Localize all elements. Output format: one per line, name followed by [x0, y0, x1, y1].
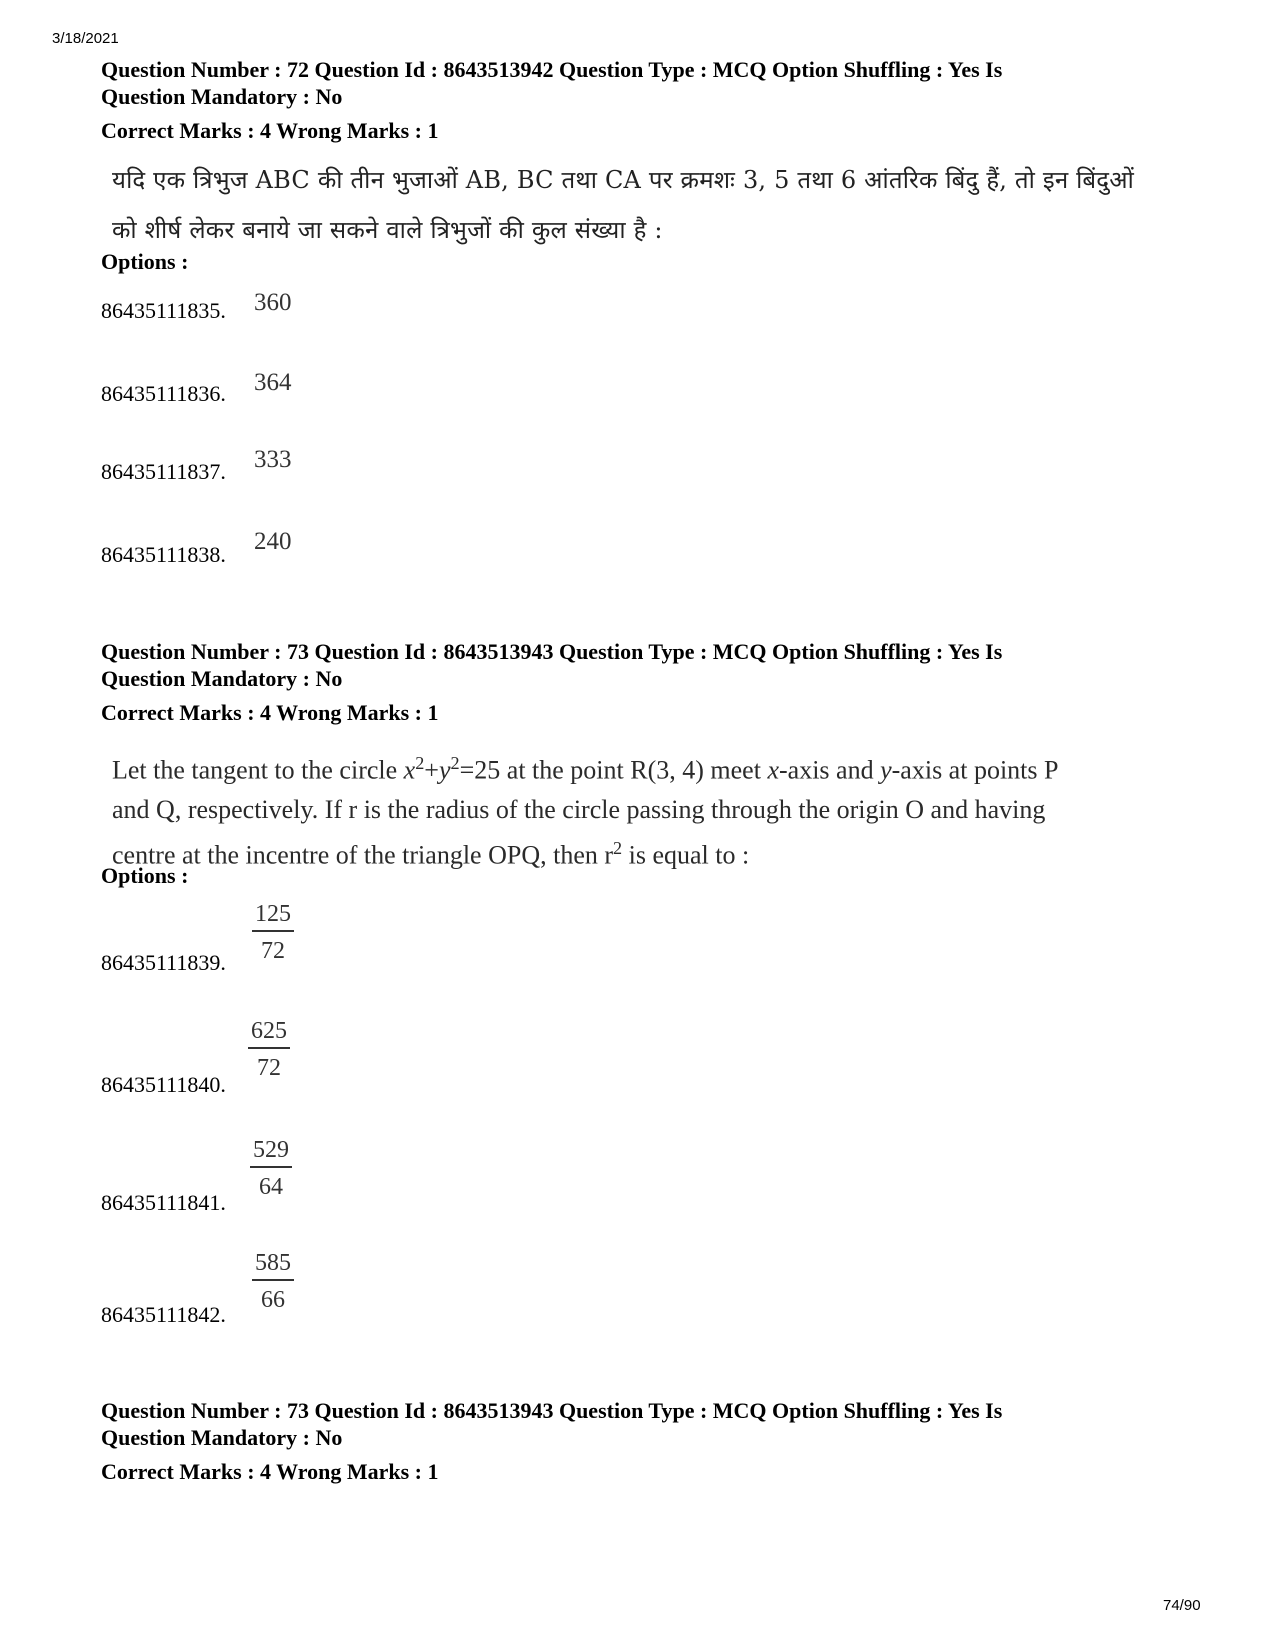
- q73-option-3-fraction: [250, 1137, 292, 1200]
- q72-text-line2: को शीर्ष लेकर बनाये जा सकने वाले त्रिभुजों की कुल संख्या है :: [112, 216, 663, 244]
- q72-meta-line2: Question Mandatory : No: [101, 84, 343, 109]
- q72-option-1-value: 360: [254, 289, 292, 316]
- q73-text-line1: Let the tangent to the circle $x^2+y^2=25$ at the point R(3, 4) meet x-axis and y-axis at points P: [112, 753, 1059, 785]
- q73-marks: Correct Marks : 4 Wrong Marks : 1: [101, 700, 439, 725]
- q73-meta-line1: Question Number : 73 Question Id : 8643513943 Question Type : MCQ Option Shuffling : Yes Is: [101, 639, 1003, 664]
- q73-option-2-denominator: 72: [257, 1055, 281, 1081]
- q73b-marks: Correct Marks : 4 Wrong Marks : 1: [101, 1459, 439, 1484]
- q73-option-4-denominator: 66: [261, 1287, 285, 1313]
- q72-option-3-id: 86435111837.: [101, 459, 226, 484]
- q72-option-3-value: 333: [254, 446, 292, 473]
- q72-option-4-id: 86435111838.: [101, 542, 226, 567]
- q72-options-label: Options :: [101, 249, 189, 274]
- q73-meta: [101, 638, 1002, 692]
- q73-text-line2: and Q, respectively. If r is the radius of the circle passing through the origin O and having: [112, 794, 1046, 824]
- q73-option-4-numerator: 585: [252, 1250, 294, 1281]
- q73-option-3-numerator: 529: [250, 1137, 292, 1168]
- q73-option-3-id: 86435111841.: [101, 1190, 226, 1215]
- q73-option-2-fraction: [248, 1018, 290, 1081]
- q73-option-1-denominator: 72: [261, 938, 285, 964]
- q73-option-1-id: 86435111839.: [101, 950, 226, 975]
- q73-option-2-id: 86435111840.: [101, 1072, 226, 1097]
- q72-meta-line1: Question Number : 72 Question Id : 8643513942 Question Type : MCQ Option Shuffling : Yes Is: [101, 57, 1003, 82]
- page-number: 74/90: [1163, 1597, 1201, 1614]
- q72-meta: [101, 56, 1002, 110]
- q72-text-line1: यदि एक त्रिभुज ABC की तीन भुजाओं AB, BC तथा CA पर क्रमशः 3, 5 तथा 6 आंतरिक बिंदु हैं, तो इन बिंदुओं: [112, 166, 1134, 194]
- q72-option-1-id: 86435111835.: [101, 298, 226, 323]
- q73-option-3-denominator: 64: [259, 1174, 283, 1200]
- q72-marks: Correct Marks : 4 Wrong Marks : 1: [101, 118, 439, 143]
- q73b-meta-line1: Question Number : 73 Question Id : 8643513943 Question Type : MCQ Option Shuffling : Yes Is: [101, 1398, 1003, 1423]
- q73b-meta: [101, 1397, 1002, 1451]
- q73-option-1-fraction: [252, 901, 294, 964]
- q73-option-2-numerator: 625: [248, 1018, 290, 1049]
- q72-option-4-value: 240: [254, 528, 292, 555]
- q72-option-2-value: 364: [254, 369, 292, 396]
- q73-question-text: [112, 744, 1172, 874]
- q73-option-1-numerator: 125: [252, 901, 294, 932]
- q72-question-text: [112, 155, 1172, 255]
- q73-meta-line2: Question Mandatory : No: [101, 666, 343, 691]
- q72-option-2-id: 86435111836.: [101, 381, 226, 406]
- q73-option-4-fraction: [252, 1250, 294, 1313]
- q73-options-label: Options :: [101, 863, 189, 888]
- print-date: 3/18/2021: [52, 30, 119, 47]
- q73b-meta-line2: Question Mandatory : No: [101, 1425, 343, 1450]
- q73-text-line3: centre at the incentre of the triangle OPQ, then $r^2$ is equal to :: [112, 837, 750, 870]
- q73-option-4-id: 86435111842.: [101, 1302, 226, 1327]
